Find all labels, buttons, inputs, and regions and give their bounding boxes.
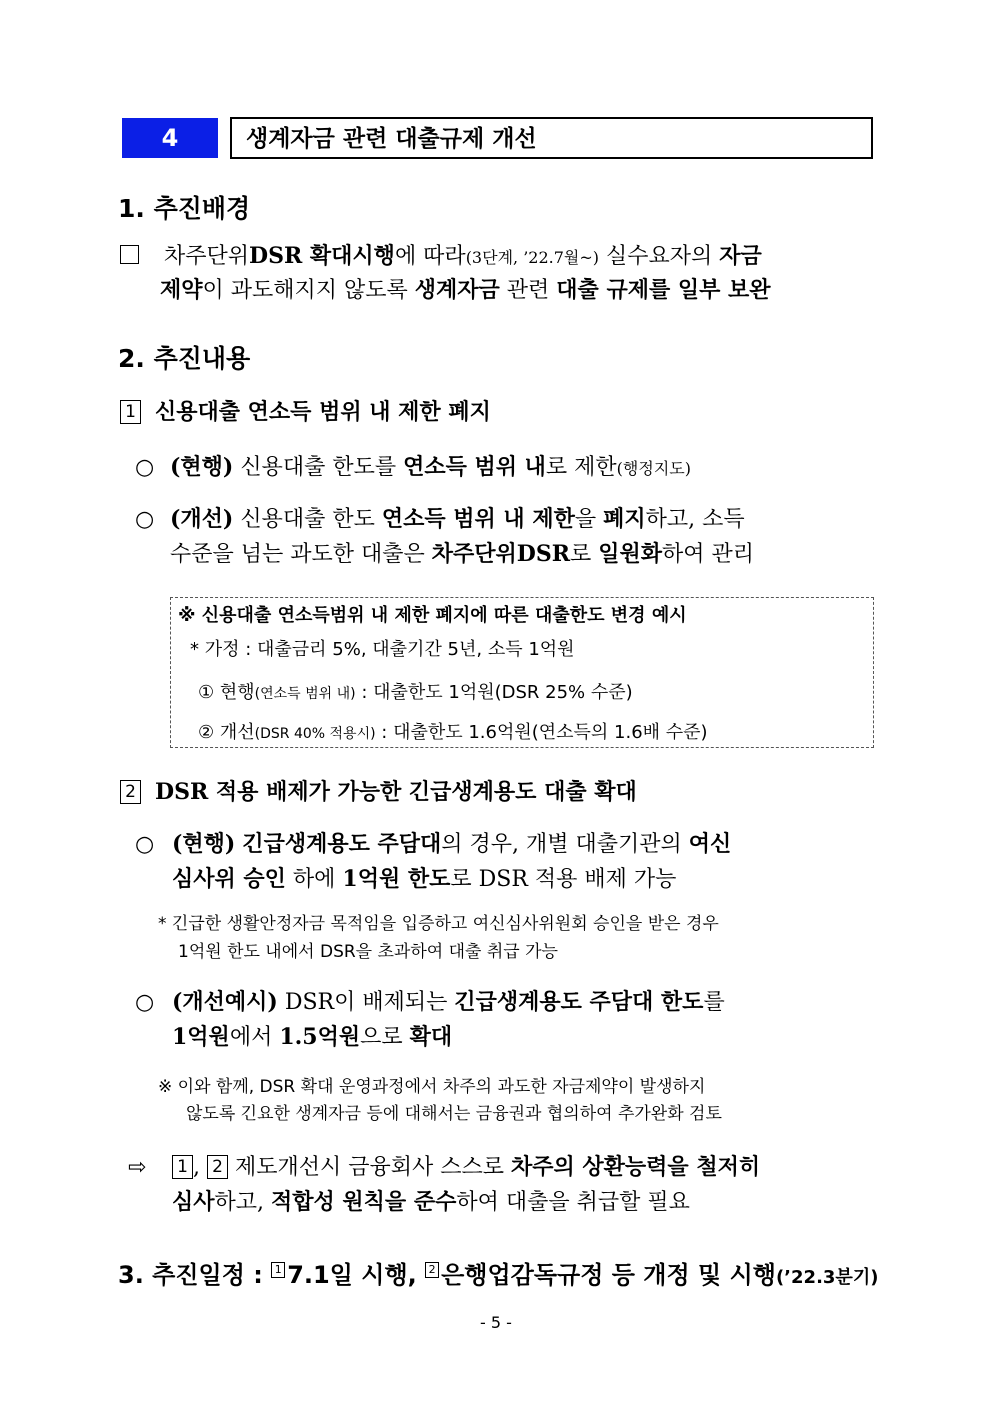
text-run: 자금 [719,243,762,269]
text-run: 에서 [229,1025,280,1050]
text-run: 하여 대출을 취급할 필요 [456,1190,690,1215]
item-1-number: 1 [120,400,141,424]
text-run: 폐지 [603,506,646,532]
text-run: 제약 [160,277,203,303]
item-2-note-2-l2: 않도록 긴요한 생계자금 등에 대해서는 금융권과 협의하여 추가완화 검토 [186,1104,722,1124]
text-run: 하고, [214,1190,272,1215]
text-run: (현행) [172,831,236,857]
conclusion-line-1: 1 , 2 제도개선시 금융회사 스스로 차주의 상환능력을 철저히 [172,1150,760,1185]
bullet-icon: ○ [135,455,155,480]
example-assumption: * 가정 : 대출금리 5%, 대출기간 5년, 소득 1억원 [190,639,575,660]
section-number: 4 [122,118,218,158]
text-run: 심사 [172,1189,215,1215]
bullet-icon: ○ [135,507,155,532]
bullet-icon: ○ [135,832,155,857]
example-case-1-note: (연소득 범위 내) [254,686,356,702]
heading-background: 1. 추진배경 [118,194,251,223]
item-2-note-2-l1: ※ 이와 함께, DSR 확대 운영과정에서 차주의 과도한 자금제약이 발생하지 [158,1077,706,1097]
text-run: 생계자금 [414,277,500,303]
text-run: 의 경우, 개별 대출기관의 [441,832,689,857]
heading-schedule [118,1255,878,1290]
schedule-date: (’22.3분기) [775,1267,879,1288]
text-run: 실수요자의 [599,244,720,269]
schedule-num-1: 1 [271,1262,285,1278]
text-run: 여신 [688,831,732,857]
text-run: 수준을 넘는 과도한 대출은 [170,542,432,567]
text-run: 을 [574,507,604,532]
background-text-1 [164,244,762,269]
conclusion-num-2: 2 [207,1155,228,1179]
text-run: 심사위 승인 [172,866,286,892]
bullet-icon: ○ [135,990,155,1015]
item-2-title-line [120,775,637,806]
text-run: 연소득 범위 내 [403,454,546,480]
text-run: 로 DSR 적용 배제 가능 [450,867,677,892]
text-run: 신용대출 한도 [233,507,382,532]
text-run: 1억원 [172,1024,230,1050]
text-run: 연소득 범위 내 제한 [381,506,575,532]
item-2-note-1-l1: * 긴급한 생활안정자금 목적임을 입증하고 여신심사위원회 승인을 받은 경우 [158,914,719,934]
text-run: 1.5억원 [279,1024,361,1050]
text-run: 하여 관리 [662,542,755,567]
text-run: 긴급생계용도 주담대 한도 [454,989,704,1015]
text-run: (행정지도) [616,459,691,478]
text-run: 관련 [499,278,557,303]
example-case-2-note: (DSR 40% 적용시) [254,726,376,742]
schedule-item-2: 은행업감독규정 등 개정 및 시행 [441,1261,776,1289]
text-run: 일원화 [598,541,663,567]
text-run: 하고, 소득 [645,507,745,532]
item-2-number: 2 [120,780,141,804]
text-run: 차주단위DSR [431,541,571,567]
page-number: - 5 - [480,1313,512,1332]
arrow-icon: ⇨ [128,1155,147,1180]
text-run: 제도개선시 금융회사 스스로 [228,1155,511,1180]
schedule-num-2: 2 [425,1262,439,1278]
section-title: 생계자금 관련 대출규제 개선 [230,117,873,159]
text-run: DSR 확대시행 [249,243,395,269]
example-title: ※ 신용대출 연소득범위 내 제한 폐지에 따른 대출한도 변경 예시 [178,605,687,626]
conclusion-line-2 [172,1185,690,1220]
text-run: 적합성 원칙을 준수 [271,1189,457,1215]
text-run: 에 따라 [394,244,466,269]
item-1-title-line [120,395,491,426]
text-run: (3단계, ’22.7월~) [465,248,600,267]
text-run: 하에 [285,867,343,892]
text-run: 차주단위 [164,244,250,269]
item-2-title: DSR 적용 배제가 가능한 긴급생계용도 대출 확대 [155,779,637,805]
text-run: 차주의 상환능력을 철저히 [511,1154,761,1180]
text-run: 로 [570,542,599,567]
text-run: 1억원 한도 [342,866,451,892]
item-2-note-1-l2: 1억원 한도 내에서 DSR을 초과하여 대출 취급 가능 [178,942,558,962]
item-1-current [170,450,691,486]
conclusion-num-1: 1 [172,1155,193,1179]
background-line-1 [120,239,762,275]
conclusion-text-1 [228,1155,760,1180]
text-run: 으로 [360,1025,410,1050]
text-run: (개선예시) [172,989,278,1015]
text-run: DSR이 배제되는 [277,990,455,1015]
text-run: (현행) [170,454,234,480]
item-2-current-l2 [172,862,676,897]
item-1-improve-l2 [170,537,754,572]
example-case-2 [198,718,708,744]
example-case-2-value: : 대출한도 1.6억원(연소득의 1.6배 수준) [375,722,708,743]
item-2-improve-l2 [172,1020,452,1055]
example-case-1-label: ① 현행 [198,682,255,703]
example-case-1-value: : 대출한도 1억원(DSR 25% 수준) [355,682,633,703]
text-run: 신용대출 한도를 [233,455,404,480]
checkbox-icon [120,245,139,264]
text-run: 긴급생계용도 주담대 [242,831,442,857]
text-run: 대출 규제를 일부 보완 [556,277,771,303]
item-1-title: 신용대출 연소득 범위 내 제한 폐지 [155,399,491,425]
text-run: 를 [703,990,725,1015]
text-run: (개선) [170,506,234,532]
item-2-current-l1 [172,827,731,862]
example-case-1 [198,678,633,704]
text-run: 확대 [409,1024,453,1050]
background-line-2 [160,273,771,308]
heading-contents: 2. 추진내용 [118,344,251,373]
schedule-item-1: 7.1일 시행, [287,1261,426,1289]
item-2-improve-l1 [172,985,725,1020]
item-1-improve-l1 [170,502,745,537]
example-case-2-label: ② 개선 [198,722,255,743]
text-run: 로 제한 [545,455,617,480]
schedule-label: 3. 추진일정 : [118,1261,272,1289]
text-run: 이 과도해지지 않도록 [202,278,415,303]
